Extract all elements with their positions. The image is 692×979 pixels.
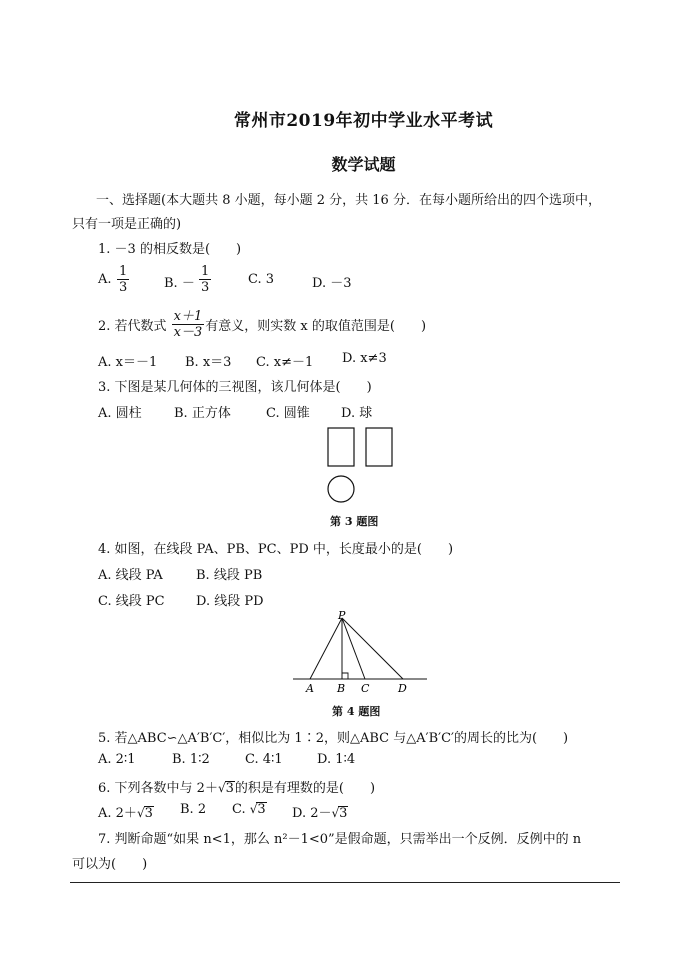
- q2-denominator: x－3: [173, 325, 203, 340]
- figure-4-caption: 第 4 题图: [332, 705, 381, 718]
- question-3-options: [98, 402, 498, 420]
- q3-option-a: A. 圆柱: [98, 406, 142, 421]
- q6-stem-radicand: 3: [225, 781, 234, 796]
- q5-option-a: A. 2∶1: [98, 752, 136, 767]
- label-a: A: [306, 682, 314, 695]
- q6-d-prefix: D. 2－: [292, 806, 332, 821]
- q6-option-b: B. 2: [180, 802, 207, 817]
- three-views-figure: [320, 424, 400, 506]
- q6-option-a: A. 2＋√3: [98, 806, 153, 821]
- q3-option-b: B. 正方体: [174, 406, 231, 421]
- question-7-line-2: 可以为( ): [72, 857, 148, 872]
- q2-fraction: [172, 309, 205, 340]
- segments-figure: [285, 608, 435, 696]
- exam-subtitle: 数学试题: [331, 155, 396, 174]
- q6-c-prefix: C.: [232, 802, 250, 817]
- question-6-options: [98, 802, 398, 820]
- segment-pd: [342, 618, 403, 679]
- q3-option-d: D. 球: [341, 406, 373, 421]
- section-heading: [72, 189, 626, 237]
- q6-stem-post: 的积是有理数的是( ): [234, 781, 376, 796]
- right-angle-mark: [342, 673, 348, 679]
- q5-option-d: D. 1∶4: [317, 752, 356, 767]
- q6-c-radicand: 3: [257, 802, 266, 817]
- q2-suffix: 有意义，则实数 x 的取值范围是( ): [205, 319, 427, 334]
- q1-b-denominator: 3: [201, 280, 210, 295]
- label-p: P: [338, 609, 346, 622]
- q1-option-b-label: B. －: [164, 276, 195, 291]
- label-c: C: [361, 682, 370, 695]
- question-6-stem: 6. 下列各数中与 2＋√3的积是有理数的是( ): [98, 781, 376, 796]
- q4-option-c: C. 线段 PC: [98, 594, 165, 609]
- q5-option-c: C. 4∶1: [245, 752, 283, 767]
- label-d: D: [398, 682, 407, 695]
- q6-option-d: D. 2－√3: [292, 806, 348, 821]
- q1-option-a-fraction: [117, 264, 129, 295]
- q1-option-c: C. 3: [248, 272, 275, 287]
- q1-option-b-fraction: [199, 264, 211, 295]
- q2-prefix: 2. 若代数式: [98, 319, 171, 334]
- q6-d-radicand: 3: [339, 806, 348, 821]
- question-4-options-row-2: [98, 590, 398, 608]
- exam-title: 常州市2019年初中学业水平考试: [233, 111, 494, 131]
- q2-option-b: B. x＝3: [185, 355, 232, 370]
- question-1-stem: 1. －3 的相反数是( ): [98, 242, 242, 257]
- q6-a-radicand: 3: [144, 806, 153, 821]
- question-7-line-1: 7. 判断命题“如果 n<1，那么 n²－1<0”是假命题，只需举出一个反例．反例中的 n: [98, 832, 582, 847]
- question-2-options: [98, 351, 498, 369]
- q6-a-prefix: A. 2＋: [98, 806, 137, 821]
- side-view-rectangle: [366, 428, 392, 466]
- front-view-rectangle: [328, 428, 354, 466]
- q2-option-c: C. x≠－1: [256, 355, 314, 370]
- question-3-stem: 3. 下图是某几何体的三视图，该几何体是( ): [98, 380, 372, 395]
- q5-option-b: B. 1∶2: [172, 752, 210, 767]
- q1-a-denominator: 3: [119, 280, 128, 295]
- segment-pc: [342, 618, 365, 679]
- q2-option-d: D. x≠3: [342, 351, 387, 366]
- question-4-options-row-1: [98, 564, 398, 582]
- page-bottom-rule: [70, 882, 620, 883]
- q4-option-d: D. 线段 PD: [196, 594, 264, 609]
- q4-option-b: B. 线段 PB: [196, 568, 263, 583]
- q2-option-a: A. x＝－1: [98, 355, 158, 370]
- label-b: B: [337, 682, 346, 695]
- q1-b-numerator: 1: [201, 264, 210, 279]
- q1-option-d: D. －3: [312, 276, 352, 291]
- question-2-stem: [98, 309, 426, 340]
- q3-option-c: C. 圆锥: [266, 406, 310, 421]
- question-5-stem: 5. 若△ABC∽△A′B′C′，相似比为 1∶2，则△ABC 与△A′B′C′的周长的比为( ): [98, 731, 569, 746]
- q1-option-a-label: A.: [98, 272, 112, 287]
- q6-option-c: C. √3: [232, 802, 266, 817]
- question-4-stem: 4. 如图，在线段 PA、PB、PC、PD 中，长度最小的是( ): [98, 542, 454, 557]
- section-line-2: 只有一项是正确的): [72, 217, 182, 232]
- q6-stem-pre: 6. 下列各数中与 2＋: [98, 781, 218, 796]
- q1-a-numerator: 1: [119, 264, 128, 279]
- section-line-1: 一、选择题(本大题共 8 小题，每小题 2 分，共 16 分．在每小题所给出的四个选项中，: [96, 193, 601, 208]
- q4-option-a: A. 线段 PA: [98, 568, 163, 583]
- question-5-options: [98, 752, 398, 770]
- figure-3-caption: 第 3 题图: [330, 515, 379, 528]
- segment-pa: [310, 618, 342, 679]
- top-view-circle: [328, 476, 354, 502]
- q2-numerator: x＋1: [173, 309, 203, 324]
